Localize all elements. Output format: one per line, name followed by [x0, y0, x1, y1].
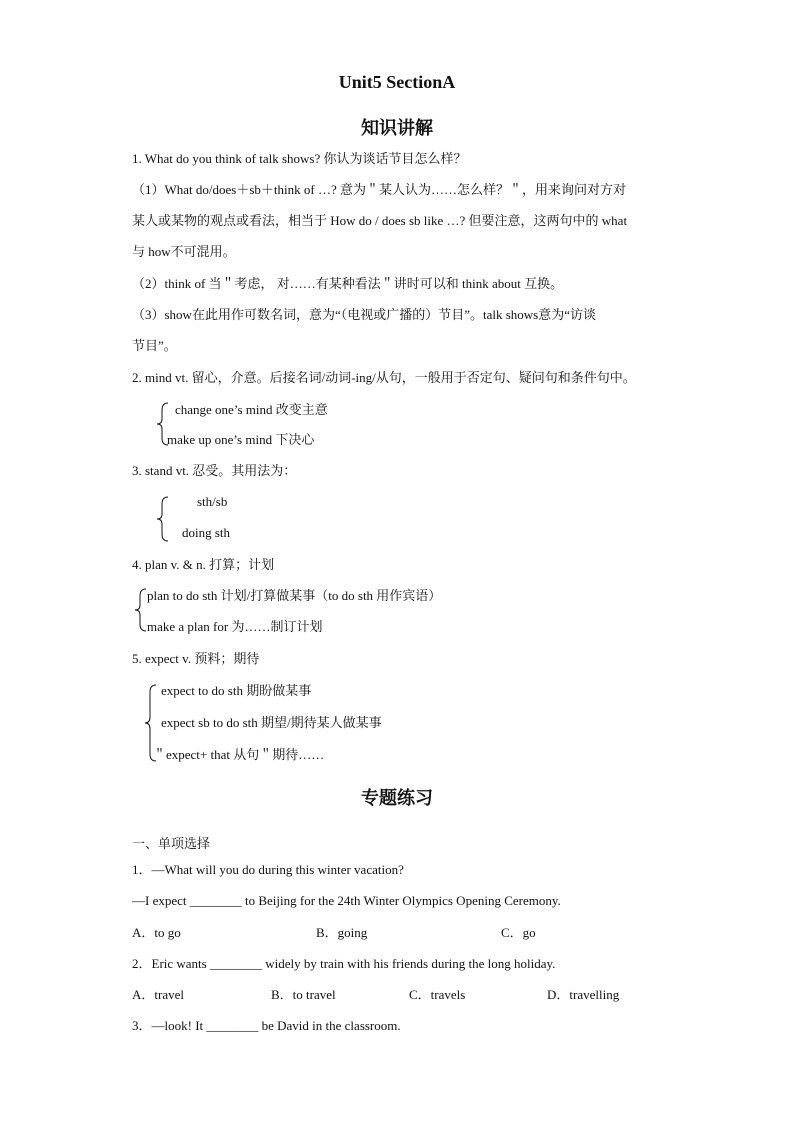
page-title: Unit5 SectionA	[338, 72, 456, 92]
point-1-3-line-a: （3）show在此用作可数名词，意为“（电视或广播的）节目”。talk shows意为“访谈	[132, 307, 597, 322]
question-2-option-b: B．to travel	[271, 987, 336, 1002]
point-5: 5. expect v. 预料；期待	[132, 651, 260, 666]
plan-phrase-to-do: plan to do sth 计划/打算做某事（to do sth 用作宾语）	[147, 588, 442, 603]
plan-phrase-make-a-plan: make a plan for 为……制订计划	[147, 619, 323, 634]
stand-usage-sth: sth/sb	[197, 494, 228, 509]
brace-icon	[156, 496, 170, 542]
question-2-option-d: D．travelling	[547, 987, 620, 1002]
point-1: 1. What do you think of talk shows? 你认为谈话节目怎么样？	[132, 151, 467, 166]
question-2: 2．Eric wants ________ widely by train with his friends during the long holiday.	[132, 956, 556, 971]
expect-phrase-to-do: expect to do sth 期盼做某事	[161, 683, 312, 698]
mind-phrase-change: change one’s mind 改变主意	[175, 402, 328, 417]
question-1-line-a: 1．—What will you do during this winter vacation?	[132, 862, 404, 877]
question-1-option-c: C．go	[501, 925, 536, 940]
expect-phrase-that-clause: ＂expect+ that 从句＂期待……	[153, 747, 325, 762]
question-1-option-a: A．to go	[132, 925, 181, 940]
point-1-1-line-c: 与 how不可混用。	[132, 244, 236, 259]
section-heading-knowledge: 知识讲解	[361, 118, 433, 139]
brace-icon	[134, 588, 148, 632]
exercise-heading: 一、单项选择	[132, 836, 211, 851]
question-1-option-b: B．going	[316, 925, 368, 940]
stand-usage-doing: doing sth	[182, 525, 231, 540]
question-2-option-c: C．travels	[409, 987, 466, 1002]
point-1-2: （2）think of 当＂考虑， 对……有某种看法＂讲时可以和 think about 互换。	[132, 276, 564, 291]
question-1-line-b: —I expect ________ to Beijing for the 24th Winter Olympics Opening Ceremony.	[132, 893, 561, 908]
expect-phrase-sb-to-do: expect sb to do sth 期望/期待某人做某事	[161, 715, 382, 730]
point-3: 3. stand vt. 忍受。其用法为：	[132, 463, 297, 478]
point-1-1-line-a: （1）What do/does＋sb＋think of …? 意为＂某人认为……怎么样？＂，用来询问对方对	[132, 182, 626, 197]
question-3: 3．—look! It ________ be David in the classroom.	[132, 1018, 401, 1033]
mind-phrase-make-up: make up one’s mind 下决心	[167, 432, 315, 447]
point-4: 4. plan v. & n. 打算；计划	[132, 557, 275, 572]
section-heading-practice: 专题练习	[361, 788, 433, 809]
point-2: 2. mind vt. 留心，介意。后接名词/动词-ing/从句，一般用于否定句、疑问句和条件句中。	[132, 370, 636, 385]
point-1-3-line-b: 节目”。	[132, 338, 177, 353]
question-2-option-a: A．travel	[132, 987, 184, 1002]
point-1-1-line-b: 某人或某物的观点或看法，相当于 How do / does sb like …? 但要注意，这两句中的 what	[132, 213, 628, 228]
